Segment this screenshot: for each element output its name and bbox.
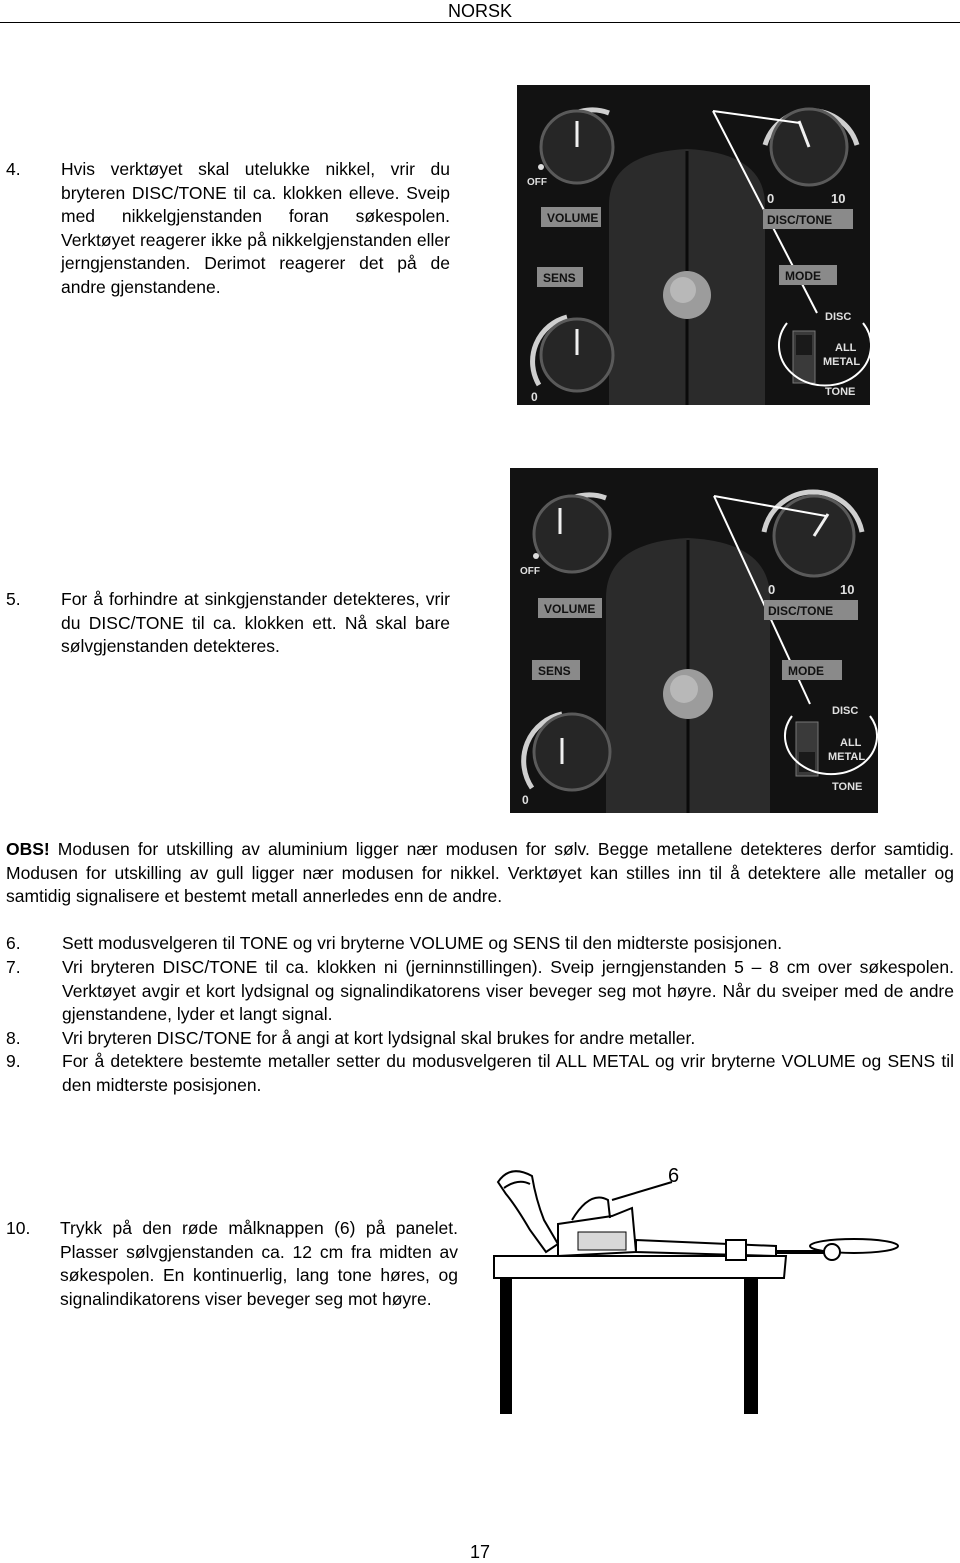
svg-text:MODE: MODE (788, 664, 824, 678)
step-8-number: 8. (6, 1028, 21, 1048)
step-4-number: 4. (6, 159, 21, 179)
svg-text:VOLUME: VOLUME (547, 211, 599, 225)
control-panel-illustration-2 (510, 468, 878, 813)
svg-text:DISC/TONE: DISC/TONE (767, 213, 833, 227)
page-header (0, 0, 960, 23)
svg-text:DISC/TONE: DISC/TONE (768, 604, 834, 618)
control-panel-photo-1 (517, 85, 870, 405)
svg-text:SENS: SENS (538, 664, 571, 678)
step-4 (6, 158, 450, 328)
step-7-number: 7. (6, 957, 21, 977)
obs-note (6, 838, 954, 909)
step-6-text: Sett modusvelgeren til TONE og vri bryterne VOLUME og SENS til den midterste posisjonen. (62, 933, 783, 953)
step-7-text: Vri bryteren DISC/TONE til ca. klokken ni (jerninnstillingen). Sveip jerngjenstanden 5 – 8 cm over søkespolen. Verktøyet avgir et kort lydsignal og signalindikatorens viser beveger seg mot høyre. Når du sveiper med de andre gjenstandene, lyder et langt signal. (62, 957, 954, 1024)
svg-text:VOLUME: VOLUME (544, 602, 596, 616)
step-10 (6, 1217, 458, 1337)
svg-text:DISC: DISC (825, 311, 852, 323)
svg-text:0: 0 (531, 390, 538, 404)
svg-text:DISC: DISC (832, 705, 859, 717)
svg-text:MODE: MODE (785, 269, 821, 283)
svg-text:METAL: METAL (823, 356, 861, 368)
svg-text:ALL: ALL (835, 342, 857, 354)
step-6 (6, 932, 954, 956)
svg-text:10: 10 (840, 582, 855, 597)
svg-text:OFF: OFF (527, 177, 547, 188)
svg-text:0: 0 (767, 191, 775, 206)
step-5-number: 5. (6, 589, 21, 609)
svg-text:0: 0 (522, 793, 529, 807)
svg-text:TONE: TONE (832, 781, 863, 793)
svg-text:SENS: SENS (543, 271, 576, 285)
callout-6-label: 6 (668, 1165, 680, 1187)
svg-text:TONE: TONE (825, 386, 856, 398)
step-6-number: 6. (6, 933, 21, 953)
step-4-text: Hvis verktøyet skal utelukke nikkel, vrir du bryteren DISC/TONE til ca. klokken elleve. Sveip med nikkelgjenstanden foran søkespolen. Verktøyet reagerer ikke på nikkelgjenstanden eller jerngjenstanden. Derimot reagerer det på de andre gjenstandene. (61, 159, 450, 297)
step-5-text: For å forhindre at sinkgjenstander detekteres, vrir du DISC/TONE til ca. klokken ett. Nå skal bare sølvgjenstanden detekteres. (61, 589, 450, 656)
step-9-number: 9. (6, 1051, 21, 1071)
obs-label: OBS! (6, 839, 50, 859)
control-panel-illustration-1 (517, 85, 870, 405)
step-5 (6, 588, 450, 688)
obs-text: Modusen for utskilling av aluminium ligger nær modusen for sølv. Begge metallene detekteres derfor samtidig. Modusen for utskilling av gull ligger nær modusen for nikkel. Verktøyet kan stilles inn til å detektere alle metaller og samtidig signalisere et bestemt metall annerledes enn de andre. (6, 839, 954, 906)
header-language-label: NORSK (447, 1, 512, 21)
step-9 (6, 1050, 954, 1098)
detector-table-drawing (486, 1160, 906, 1418)
step-9-text: For å detektere bestemte metaller setter du modusvelgeren til ALL METAL og vrir bryterne VOLUME og SENS til den midterste posisjonen. (62, 1051, 954, 1095)
svg-text:OFF: OFF (520, 566, 540, 577)
step-8-text: Vri bryteren DISC/TONE for å angi at kort lydsignal skal brukes for andre metaller. (62, 1028, 696, 1048)
step-7 (6, 956, 954, 1028)
svg-text:ALL: ALL (840, 737, 862, 749)
control-panel-photo-2 (510, 468, 878, 813)
svg-text:0: 0 (768, 582, 776, 597)
svg-text:METAL: METAL (828, 751, 866, 763)
step-10-number: 10. (6, 1218, 31, 1238)
detector-on-table-illustration (486, 1160, 906, 1418)
step-8 (6, 1027, 954, 1051)
page-number: 17 (469, 1542, 491, 1562)
step-10-text: Trykk på den røde målknappen (6) på panelet. Plasser sølvgjenstanden ca. 12 cm fra midten av søkespolen. En kontinuerlig, lang tone høres, og signalindikatorens viser beveger seg mot høyre. (60, 1218, 458, 1309)
svg-text:10: 10 (831, 191, 846, 206)
